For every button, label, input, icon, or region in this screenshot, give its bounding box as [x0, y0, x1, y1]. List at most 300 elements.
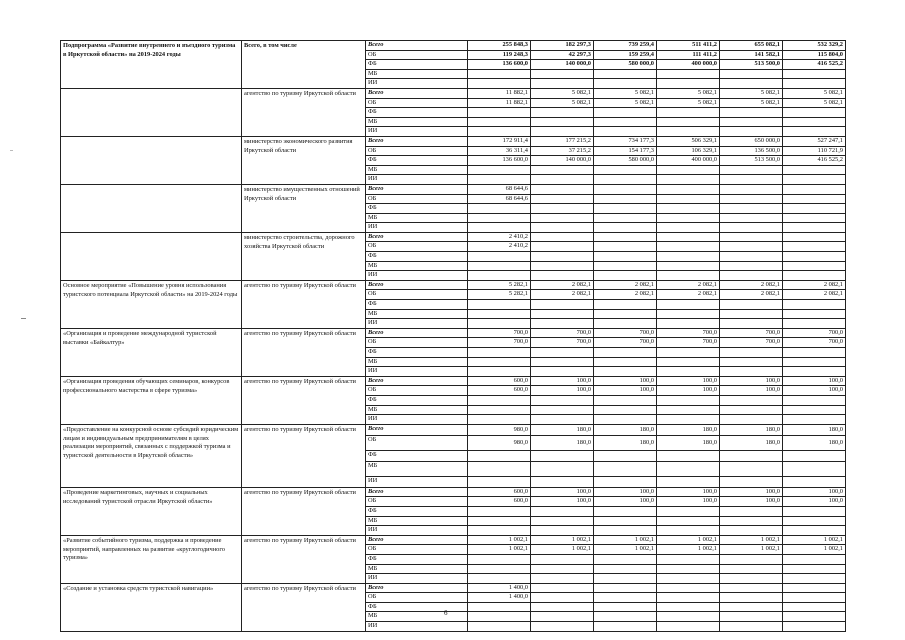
year-value-cell [468, 223, 531, 233]
year-value-cell [783, 348, 846, 358]
year-value-cell [594, 367, 657, 377]
year-value-cell [594, 261, 657, 271]
year-value-cell [783, 450, 846, 461]
funding-source-cell: ИИ [366, 271, 468, 281]
year-value-cell: 700,0 [783, 328, 846, 338]
year-value-cell [594, 108, 657, 118]
year-value-cell: 100,0 [720, 376, 783, 386]
year-value-cell [783, 357, 846, 367]
year-value-cell: 136 600,0 [468, 156, 531, 166]
year-value-cell: 1 002,1 [657, 545, 720, 555]
year-value-cell [531, 69, 594, 79]
year-value-cell: 11 882,1 [468, 88, 531, 98]
year-value-cell [531, 117, 594, 127]
program-name-cell: «Организация и проведение международной туристской выставки «Байкалтур» [61, 328, 242, 376]
funding-source-cell: ИИ [366, 622, 468, 632]
program-name-cell [61, 232, 242, 280]
year-value-cell: 2 082,1 [783, 290, 846, 300]
funding-source-cell: Всего [366, 424, 468, 435]
year-value-cell [468, 175, 531, 185]
year-value-cell [720, 165, 783, 175]
funding-source-cell: ОБ [366, 338, 468, 348]
year-value-cell [594, 300, 657, 310]
year-value-cell [531, 213, 594, 223]
year-value-cell [720, 194, 783, 204]
year-value-cell [594, 117, 657, 127]
year-value-cell: 580 000,0 [594, 60, 657, 70]
year-value-cell: 1 002,1 [531, 535, 594, 545]
year-value-cell [720, 461, 783, 476]
year-value-cell [531, 300, 594, 310]
year-value-cell [657, 602, 720, 612]
scan-mark [10, 150, 13, 151]
year-value-cell: 2 082,1 [531, 290, 594, 300]
year-value-cell [468, 319, 531, 329]
funding-source-cell: ИИ [366, 175, 468, 185]
year-value-cell [468, 476, 531, 487]
year-value-cell: 140 000,0 [531, 156, 594, 166]
year-value-cell: 180,0 [720, 435, 783, 450]
year-value-cell [657, 405, 720, 415]
funding-source-cell: ИИ [366, 415, 468, 425]
year-value-cell [783, 574, 846, 584]
year-value-cell: 739 259,4 [594, 41, 657, 51]
year-value-cell: 159 259,4 [594, 50, 657, 60]
year-value-cell [783, 117, 846, 127]
year-value-cell [657, 300, 720, 310]
year-value-cell [657, 583, 720, 593]
year-value-cell [657, 271, 720, 281]
responsible-executor-cell: агентство по туризму Иркутской области [242, 280, 366, 328]
funding-source-cell: ФБ [366, 60, 468, 70]
year-value-cell [783, 223, 846, 233]
funding-source-cell: Всего [366, 280, 468, 290]
year-value-cell [594, 223, 657, 233]
year-value-cell [531, 204, 594, 214]
year-value-cell [657, 127, 720, 137]
funding-source-cell: МБ [366, 213, 468, 223]
funding-source-cell: ОБ [366, 435, 468, 450]
year-value-cell [468, 271, 531, 281]
year-value-cell: 700,0 [657, 328, 720, 338]
year-value-cell [720, 357, 783, 367]
funding-source-cell: ФБ [366, 450, 468, 461]
year-value-cell [720, 184, 783, 194]
year-value-cell: 600,0 [468, 497, 531, 507]
year-value-cell [720, 79, 783, 89]
year-value-cell [783, 583, 846, 593]
year-value-cell [594, 564, 657, 574]
year-value-cell [783, 593, 846, 603]
funding-source-cell: ОБ [366, 194, 468, 204]
program-name-cell [61, 136, 242, 184]
year-value-cell: 2 082,1 [783, 280, 846, 290]
year-value-cell: 400 000,0 [657, 156, 720, 166]
funding-source-cell: Всего [366, 136, 468, 146]
year-value-cell: 1 002,1 [657, 535, 720, 545]
year-value-cell [657, 526, 720, 536]
year-value-cell [720, 583, 783, 593]
year-value-cell [594, 593, 657, 603]
year-value-cell: 5 082,1 [657, 98, 720, 108]
year-value-cell [594, 554, 657, 564]
year-value-cell [720, 367, 783, 377]
responsible-executor-cell: агентство по туризму Иркутской области [242, 88, 366, 136]
year-value-cell [720, 476, 783, 487]
year-value-cell: 2 082,1 [720, 280, 783, 290]
year-value-cell [531, 108, 594, 118]
year-value-cell: 100,0 [657, 487, 720, 497]
year-value-cell [783, 405, 846, 415]
table-row [61, 232, 846, 242]
responsible-executor-cell: агентство по туризму Иркутской области [242, 487, 366, 535]
year-value-cell: 1 002,1 [594, 545, 657, 555]
year-value-cell [657, 194, 720, 204]
year-value-cell [783, 309, 846, 319]
year-value-cell: 100,0 [720, 386, 783, 396]
year-value-cell [720, 69, 783, 79]
year-value-cell: 513 500,0 [720, 156, 783, 166]
year-value-cell [783, 261, 846, 271]
year-value-cell: 532 329,2 [783, 41, 846, 51]
year-value-cell [468, 117, 531, 127]
funding-source-cell: Всего [366, 487, 468, 497]
year-value-cell [720, 622, 783, 632]
year-value-cell: 2 082,1 [594, 290, 657, 300]
responsible-executor-cell: агентство по туризму Иркутской области [242, 424, 366, 487]
year-value-cell [657, 564, 720, 574]
year-value-cell: 141 582,1 [720, 50, 783, 60]
funding-source-cell: Всего [366, 88, 468, 98]
year-value-cell [531, 348, 594, 358]
year-value-cell: 980,0 [468, 435, 531, 450]
year-value-cell [594, 242, 657, 252]
year-value-cell [594, 348, 657, 358]
year-value-cell [468, 213, 531, 223]
year-value-cell: 5 082,1 [783, 98, 846, 108]
year-value-cell: 140 000,0 [531, 60, 594, 70]
funding-source-cell: ИИ [366, 526, 468, 536]
responsible-executor-cell: министерство строительства, дорожного хозяйства Иркутской области [242, 232, 366, 280]
year-value-cell [468, 506, 531, 516]
year-value-cell [783, 252, 846, 262]
program-name-cell: «Предоставление на конкурсной основе субсидий юридическим лицам и индивидуальным предпринимателям в целях реализации мероприятий, связанных с поддержкой туризма и туристской деятельности в Иркутской области» [61, 424, 242, 487]
year-value-cell [468, 564, 531, 574]
year-value-cell: 180,0 [783, 424, 846, 435]
year-value-cell [657, 415, 720, 425]
budget-table [60, 40, 846, 632]
year-value-cell [594, 175, 657, 185]
year-value-cell [657, 175, 720, 185]
year-value-cell [468, 574, 531, 584]
year-value-cell: 100,0 [783, 497, 846, 507]
year-value-cell [594, 602, 657, 612]
year-value-cell [594, 271, 657, 281]
year-value-cell [720, 526, 783, 536]
year-value-cell [594, 319, 657, 329]
funding-source-cell: ИИ [366, 79, 468, 89]
program-name-cell: Подпрограмма «Развитие внутреннего и въездного туризма в Иркутской области» на 2019-2024 годы [61, 41, 242, 89]
year-value-cell: 100,0 [594, 376, 657, 386]
year-value-cell: 416 525,2 [783, 60, 846, 70]
year-value-cell [720, 405, 783, 415]
year-value-cell [720, 261, 783, 271]
year-value-cell [594, 232, 657, 242]
year-value-cell [657, 165, 720, 175]
year-value-cell: 1 002,1 [594, 535, 657, 545]
funding-source-cell: ОБ [366, 497, 468, 507]
funding-source-cell: МБ [366, 516, 468, 526]
year-value-cell [657, 319, 720, 329]
year-value-cell [594, 165, 657, 175]
program-name-cell: «Организация проведения обучающих семинаров, конкурсов профессионального мастерства в сфере туризма» [61, 376, 242, 424]
year-value-cell [657, 213, 720, 223]
year-value-cell [531, 357, 594, 367]
year-value-cell [783, 300, 846, 310]
funding-source-cell: ФБ [366, 602, 468, 612]
year-value-cell [783, 395, 846, 405]
table-row [61, 376, 846, 386]
responsible-executor-cell: министерство экономического развития Иркутской области [242, 136, 366, 184]
responsible-executor-cell: агентство по туризму Иркутской области [242, 535, 366, 583]
year-value-cell: 100,0 [594, 487, 657, 497]
year-value-cell [468, 69, 531, 79]
year-value-cell [594, 476, 657, 487]
year-value-cell: 1 002,1 [720, 535, 783, 545]
year-value-cell [783, 476, 846, 487]
year-value-cell [720, 395, 783, 405]
year-value-cell: 5 082,1 [783, 88, 846, 98]
funding-source-cell: МБ [366, 309, 468, 319]
year-value-cell [468, 415, 531, 425]
year-value-cell [657, 593, 720, 603]
year-value-cell [720, 564, 783, 574]
year-value-cell [594, 450, 657, 461]
year-value-cell: 700,0 [783, 338, 846, 348]
year-value-cell [720, 415, 783, 425]
year-value-cell [720, 300, 783, 310]
year-value-cell: 5 082,1 [531, 88, 594, 98]
year-value-cell: 416 525,2 [783, 156, 846, 166]
year-value-cell: 100,0 [531, 386, 594, 396]
funding-source-cell: ОБ [366, 545, 468, 555]
year-value-cell [720, 554, 783, 564]
year-value-cell [720, 574, 783, 584]
funding-source-cell: ФБ [366, 395, 468, 405]
year-value-cell [594, 622, 657, 632]
program-name-cell: «Проведение маркетинговых, научных и социальных исследований туристской отрасли Иркутской области» [61, 487, 242, 535]
year-value-cell [720, 348, 783, 358]
year-value-cell [531, 127, 594, 137]
year-value-cell: 100,0 [594, 497, 657, 507]
year-value-cell [720, 223, 783, 233]
responsible-executor-cell: агентство по туризму Иркутской области [242, 328, 366, 376]
year-value-cell: 2 410,2 [468, 242, 531, 252]
year-value-cell: 5 082,1 [657, 88, 720, 98]
year-value-cell: 1 002,1 [468, 535, 531, 545]
year-value-cell: 1 400,0 [468, 583, 531, 593]
year-value-cell [468, 395, 531, 405]
year-value-cell: 580 000,0 [594, 156, 657, 166]
program-name-cell: «Создание и установка средств туристской навигации» [61, 583, 242, 631]
year-value-cell [720, 593, 783, 603]
year-value-cell: 100,0 [783, 376, 846, 386]
year-value-cell [468, 622, 531, 632]
year-value-cell [720, 516, 783, 526]
funding-source-cell: Всего [366, 328, 468, 338]
funding-source-cell: ИИ [366, 319, 468, 329]
year-value-cell [594, 184, 657, 194]
year-value-cell [531, 319, 594, 329]
year-value-cell [720, 271, 783, 281]
year-value-cell [531, 252, 594, 262]
year-value-cell: 1 002,1 [783, 535, 846, 545]
year-value-cell: 68 644,6 [468, 194, 531, 204]
year-value-cell: 700,0 [468, 338, 531, 348]
year-value-cell: 11 882,1 [468, 98, 531, 108]
funding-source-cell: ОБ [366, 146, 468, 156]
year-value-cell [783, 79, 846, 89]
year-value-cell [657, 357, 720, 367]
year-value-cell [720, 108, 783, 118]
year-value-cell: 100,0 [783, 386, 846, 396]
year-value-cell: 100,0 [531, 497, 594, 507]
year-value-cell: 1 002,1 [783, 545, 846, 555]
funding-source-cell: ОБ [366, 593, 468, 603]
year-value-cell [720, 232, 783, 242]
year-value-cell [594, 574, 657, 584]
year-value-cell [531, 271, 594, 281]
year-value-cell [594, 252, 657, 262]
year-value-cell [531, 223, 594, 233]
year-value-cell: 106 329,1 [657, 146, 720, 156]
year-value-cell [531, 165, 594, 175]
year-value-cell: 100,0 [720, 497, 783, 507]
table-row [61, 535, 846, 545]
year-value-cell: 180,0 [720, 424, 783, 435]
funding-source-cell: МБ [366, 405, 468, 415]
year-value-cell [720, 242, 783, 252]
year-value-cell [657, 461, 720, 476]
year-value-cell: 5 282,1 [468, 290, 531, 300]
year-value-cell [468, 165, 531, 175]
table-row [61, 424, 846, 435]
year-value-cell: 2 410,2 [468, 232, 531, 242]
year-value-cell [657, 516, 720, 526]
year-value-cell [531, 612, 594, 622]
year-value-cell: 527 247,1 [783, 136, 846, 146]
year-value-cell [468, 309, 531, 319]
year-value-cell: 180,0 [531, 435, 594, 450]
year-value-cell: 172 911,4 [468, 136, 531, 146]
year-value-cell [783, 271, 846, 281]
year-value-cell [468, 357, 531, 367]
year-value-cell [594, 357, 657, 367]
funding-source-cell: ФБ [366, 348, 468, 358]
year-value-cell: 100,0 [594, 386, 657, 396]
year-value-cell [594, 309, 657, 319]
year-value-cell [531, 450, 594, 461]
year-value-cell [468, 405, 531, 415]
year-value-cell [531, 232, 594, 242]
scan-mark [21, 318, 26, 319]
year-value-cell [657, 252, 720, 262]
year-value-cell [720, 602, 783, 612]
year-value-cell [531, 593, 594, 603]
year-value-cell [783, 194, 846, 204]
table-row [61, 41, 846, 51]
year-value-cell: 980,0 [468, 424, 531, 435]
year-value-cell: 700,0 [720, 338, 783, 348]
year-value-cell: 136 600,0 [468, 60, 531, 70]
year-value-cell [468, 261, 531, 271]
year-value-cell [531, 583, 594, 593]
year-value-cell: 5 082,1 [594, 98, 657, 108]
funding-source-cell: МБ [366, 564, 468, 574]
year-value-cell [720, 450, 783, 461]
year-value-cell: 100,0 [657, 376, 720, 386]
funding-source-cell: Всего [366, 232, 468, 242]
year-value-cell [594, 583, 657, 593]
funding-source-cell: ФБ [366, 108, 468, 118]
year-value-cell [783, 622, 846, 632]
funding-source-cell: ОБ [366, 290, 468, 300]
year-value-cell [531, 309, 594, 319]
year-value-cell [468, 79, 531, 89]
year-value-cell [657, 79, 720, 89]
year-value-cell: 5 082,1 [720, 88, 783, 98]
year-value-cell: 700,0 [468, 328, 531, 338]
year-value-cell: 136 500,0 [720, 146, 783, 156]
year-value-cell: 734 177,3 [594, 136, 657, 146]
year-value-cell: 506 329,1 [657, 136, 720, 146]
responsible-executor-cell: министерство имущественных отношений Иркутской области [242, 184, 366, 232]
year-value-cell [531, 461, 594, 476]
year-value-cell: 400 000,0 [657, 60, 720, 70]
year-value-cell [468, 127, 531, 137]
table-body [61, 41, 846, 632]
year-value-cell [657, 69, 720, 79]
year-value-cell [657, 261, 720, 271]
year-value-cell: 42 297,3 [531, 50, 594, 60]
funding-source-cell: ФБ [366, 252, 468, 262]
year-value-cell [594, 69, 657, 79]
year-value-cell [657, 506, 720, 516]
year-value-cell [594, 461, 657, 476]
year-value-cell [783, 175, 846, 185]
year-value-cell: 700,0 [531, 338, 594, 348]
year-value-cell [468, 300, 531, 310]
funding-source-cell: Всего [366, 41, 468, 51]
table-row [61, 487, 846, 497]
year-value-cell [720, 204, 783, 214]
year-value-cell: 100,0 [657, 497, 720, 507]
page-number: 6 [444, 609, 448, 617]
year-value-cell: 180,0 [594, 424, 657, 435]
year-value-cell: 119 248,3 [468, 50, 531, 60]
year-value-cell [720, 612, 783, 622]
funding-source-cell: ОБ [366, 98, 468, 108]
year-value-cell: 182 297,3 [531, 41, 594, 51]
year-value-cell [531, 395, 594, 405]
year-value-cell [468, 108, 531, 118]
year-value-cell [657, 204, 720, 214]
year-value-cell [468, 612, 531, 622]
year-value-cell [468, 516, 531, 526]
year-value-cell [783, 415, 846, 425]
year-value-cell: 180,0 [531, 424, 594, 435]
year-value-cell: 511 411,2 [657, 41, 720, 51]
